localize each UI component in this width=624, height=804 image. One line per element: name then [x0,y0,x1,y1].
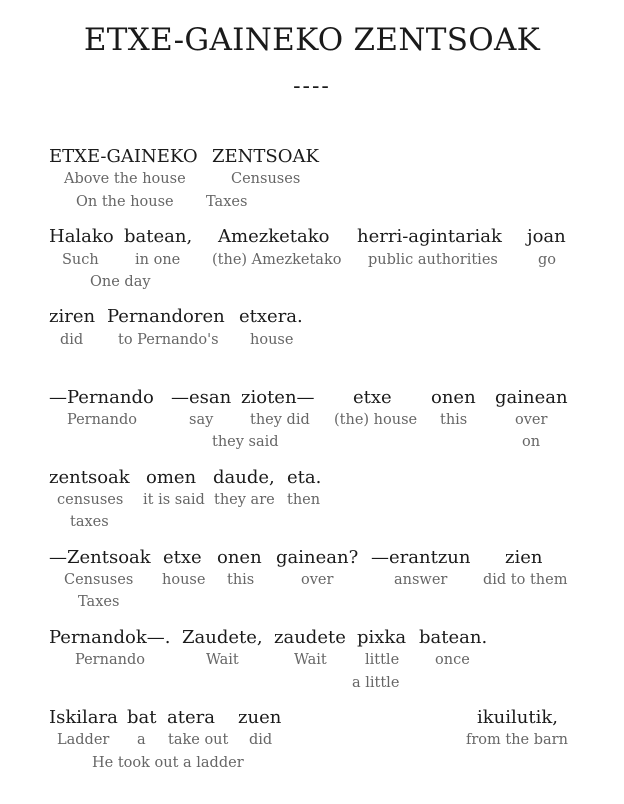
basque-word: gainean [495,387,568,408]
gloss: (the) Amezketako [212,252,342,268]
basque-word: —Zentsoak [49,547,151,568]
gloss: did [60,332,84,348]
basque-word: zioten— [241,387,315,408]
basque-word: —erantzun [371,547,471,568]
basque-word: Pernandok—. [49,627,171,648]
gloss: Wait [206,652,239,668]
gloss: Taxes [206,194,248,210]
basque-word: ziren [49,306,96,327]
basque-word: zuen [238,707,282,728]
basque-word: joan [527,226,566,247]
gloss: this [440,412,468,428]
gloss: house [162,572,206,588]
basque-word: ETXE-GAINEKO [49,146,198,167]
gloss: to Pernando's [118,332,219,348]
basque-word: ikuilutik, [477,707,558,728]
gloss: Taxes [78,594,120,610]
gloss: Such [62,252,99,268]
basque-word: Pernandoren [107,306,225,327]
basque-word: Amezketako [218,226,330,247]
basque-word: etxe [163,547,202,568]
title-separator: ---- [293,74,331,99]
basque-word: atera [167,707,215,728]
basque-word: daude, [213,467,275,488]
gloss: over [515,412,548,428]
basque-word: gainean? [276,547,359,568]
gloss: then [287,492,321,508]
gloss: One day [90,274,151,290]
gloss: taxes [70,514,109,530]
gloss: house [250,332,294,348]
gloss: a little [352,675,400,691]
gloss: it is said [143,492,205,508]
basque-word: etxe [353,387,392,408]
gloss: did to them [483,572,568,588]
basque-word: Zaudete, [182,627,263,648]
gloss: say [189,412,214,428]
gloss: did [249,732,273,748]
basque-word: etxera. [239,306,303,327]
gloss: censuses [57,492,124,508]
basque-word: —Pernando [49,387,154,408]
gloss: Censuses [64,572,134,588]
basque-word: bat [127,707,157,728]
gloss: they did [250,412,310,428]
basque-word: batean. [419,627,488,648]
basque-word: herri-agintariak [357,226,502,247]
gloss: Ladder [57,732,110,748]
basque-word: batean, [124,226,193,247]
gloss: from the barn [466,732,568,748]
basque-word: pixka [357,627,407,648]
basque-word: —esan [171,387,232,408]
basque-word: omen [146,467,197,488]
gloss: take out [168,732,229,748]
gloss: this [227,572,255,588]
gloss: Above the house [64,171,186,187]
gloss: Censuses [231,171,301,187]
gloss: On the house [76,194,174,210]
gloss: public authorities [368,252,498,268]
gloss: Wait [294,652,327,668]
basque-word: eta. [287,467,322,488]
basque-word: ZENTSOAK [212,146,319,167]
page-title: ETXE-GAINEKO ZENTSOAK [83,22,541,58]
gloss: answer [394,572,448,588]
gloss: on [522,434,541,450]
gloss: in one [135,252,181,268]
gloss: (the) house [334,412,418,428]
gloss: a [137,732,146,748]
basque-word: zentsoak [49,467,130,488]
gloss: they are [214,492,275,508]
basque-word: zien [505,547,543,568]
basque-word: onen [217,547,262,568]
gloss: over [301,572,334,588]
basque-word: zaudete [274,627,346,648]
gloss: Pernando [75,652,145,668]
gloss: go [538,252,557,268]
basque-word: onen [431,387,476,408]
gloss: He took out a ladder [92,755,244,771]
basque-word: Iskilara [49,707,118,728]
gloss: once [435,652,470,668]
gloss: Pernando [67,412,137,428]
gloss: little [365,652,400,668]
gloss: they said [212,434,279,450]
basque-word: Halako [49,226,114,247]
